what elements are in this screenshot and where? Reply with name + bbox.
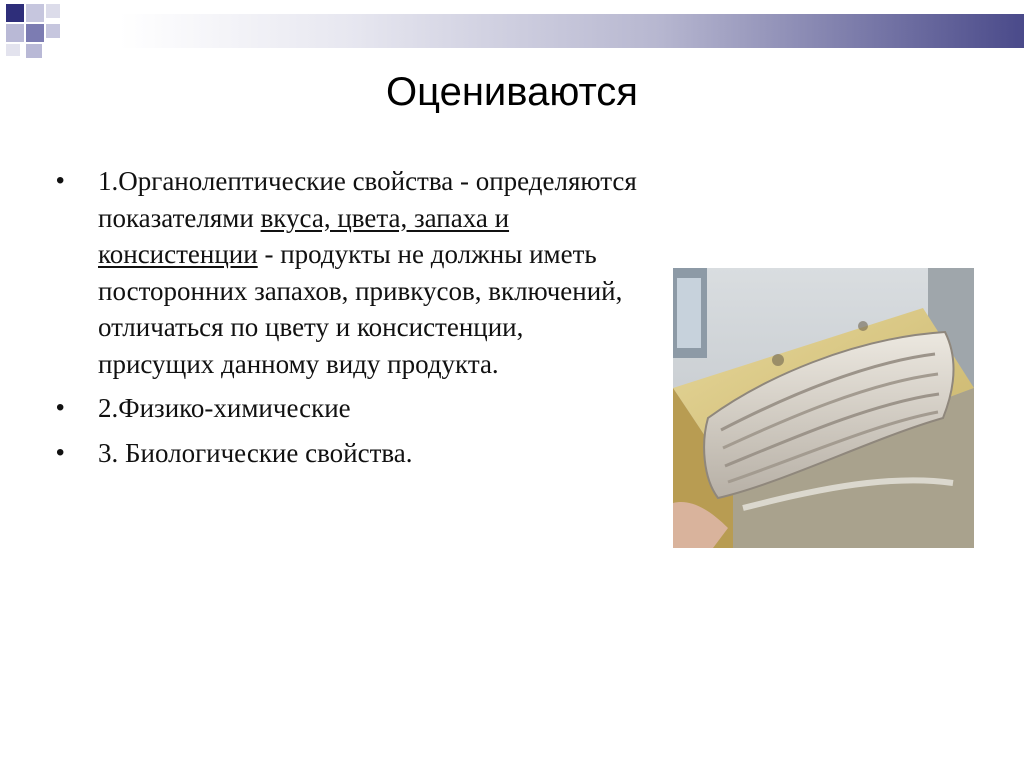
bullet-marker: •	[56, 394, 65, 421]
bullet-marker: •	[56, 167, 65, 194]
underlined-text: вкуса, цвета, запаха и консистенции	[98, 202, 510, 269]
frozen-fish-photo	[673, 268, 974, 548]
bullet-list	[56, 163, 646, 479]
bullet-text-part: 1.Органолептические свойства - определяются показателями	[98, 166, 637, 233]
bullet-marker: •	[56, 438, 65, 466]
bullet-text: 2.Физико-химические	[98, 393, 351, 423]
bullet-text: 3. Биологические свойства.	[98, 437, 413, 468]
list-item	[56, 163, 646, 382]
header-gradient-bar	[62, 14, 1024, 48]
list-item	[56, 390, 646, 427]
slide-title: Оцениваются	[386, 70, 638, 114]
bullet-text-part: - продукты не должны иметь посторонних запахов, привкусов, включений, отличаться по цвету и консистенции, присущих данному виду продукта.	[98, 239, 623, 379]
list-item	[56, 435, 646, 472]
